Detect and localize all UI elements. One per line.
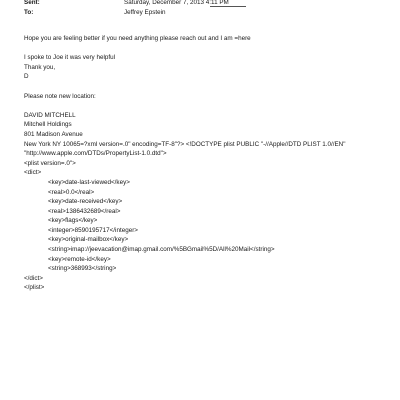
plist-entry: <string>imap://jeevacation@imap.gmail.com/%5BGmail%5D/All%20Mail</string> [48, 246, 275, 254]
location-note: Please note new location: [24, 92, 96, 100]
plist-entry: <key>date-received</key> [48, 198, 123, 206]
email-body [24, 34, 384, 293]
plist-entry: <key>remote-id</key> [48, 255, 111, 263]
plist-entry: <key>original-mailbox</key> [48, 236, 129, 244]
plist-entry: <key>date-last-viewed</key> [48, 178, 130, 186]
greeting-line: Hope you are feeling better if you need anything please reach out and I am =here [24, 35, 251, 42]
address-line: 801 Madison Avenue [24, 130, 83, 138]
dict-close: </dict> [24, 274, 43, 282]
dict-open: <dict> [24, 169, 42, 177]
sent-label: Sent: [24, 0, 40, 6]
plist-entry: <key>flags</key> [48, 217, 98, 225]
plist-entry: <string>368993</string> [48, 265, 117, 273]
address-line: "http://www.apple.com/DTDs/PropertyList-1.0.dtd"> [24, 150, 167, 158]
plist-open: <plist version=.0"> [24, 159, 76, 167]
plist-entry: <real>1386432689</real> [48, 207, 121, 215]
address-line: New York NY 10065=?xml version=.0" encoding=TF-8"?> <!DOCTYPE plist PUBLIC "-//Apple//DTD PLIST 1.0//EN" [24, 140, 346, 148]
message-line: Thank you, [24, 63, 56, 71]
message-line: D [24, 73, 29, 81]
plist-entry: <real>0.0</real> [48, 188, 95, 196]
message-line: I spoke to Joe it was very helpful [24, 54, 116, 62]
to-label: To: [24, 9, 34, 16]
to-value: Jeffrey Epstein [124, 9, 166, 16]
plist-close: </plist> [24, 284, 45, 292]
plist-entry: <integer>8590195717</integer> [48, 226, 138, 234]
address-line: Mitchell Holdings [24, 121, 72, 129]
address-line: DAVID MITCHELL [24, 111, 76, 119]
sent-value: Saturday, December 7, 2013 4:11 PM [124, 0, 229, 6]
